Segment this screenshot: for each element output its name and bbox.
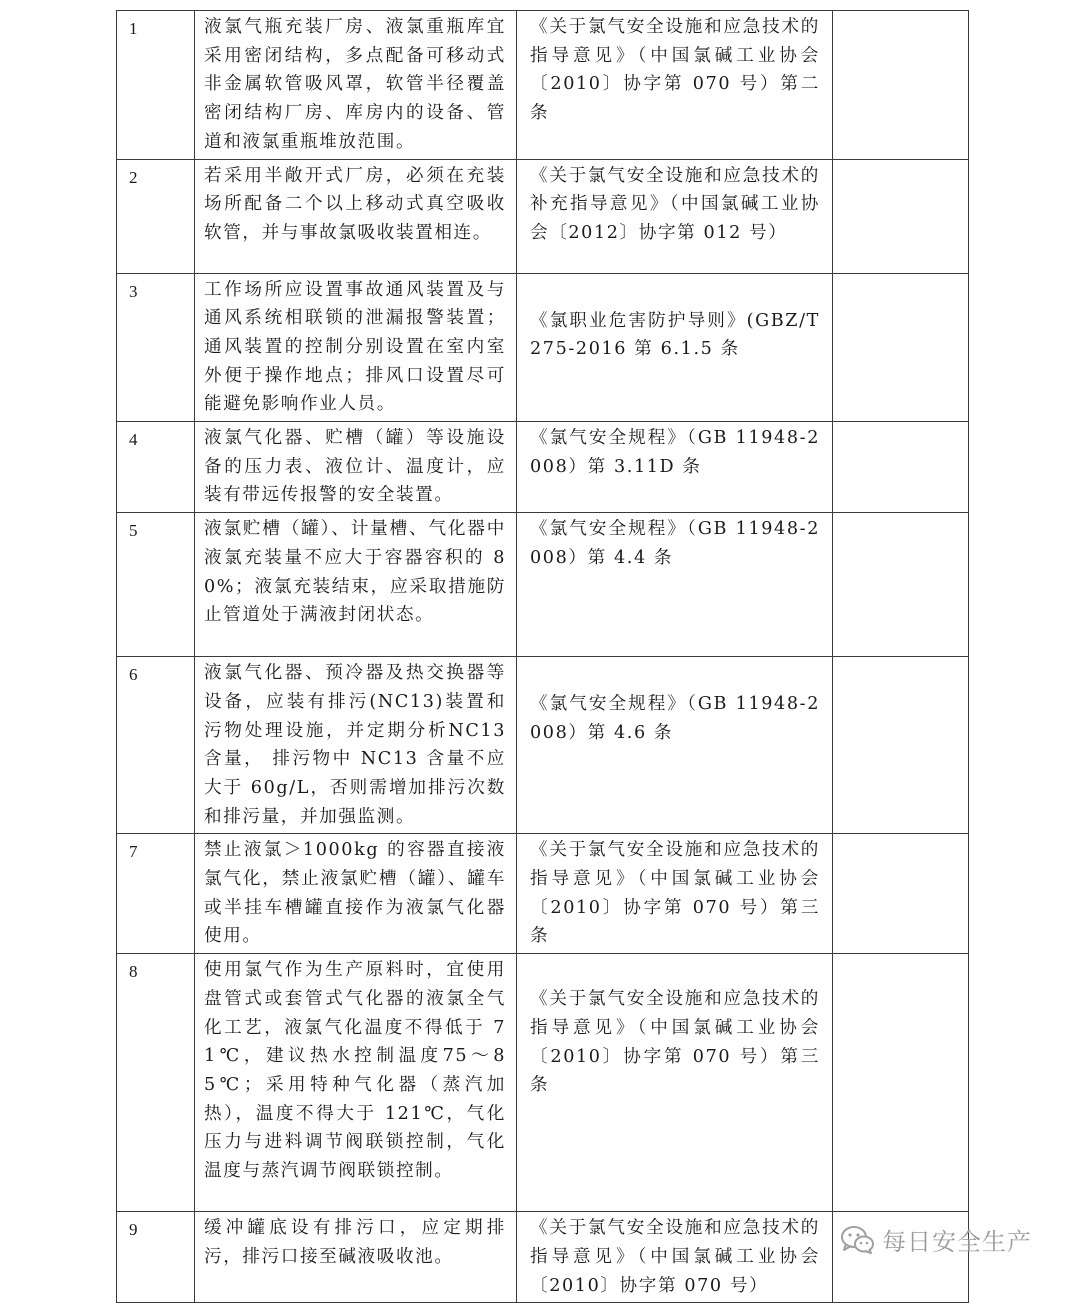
row-number: 3 — [129, 281, 138, 301]
requirement-cell — [195, 657, 517, 834]
reference-text: 《氯气安全规程》（GB 11948-2008）第 4.6 条 — [530, 694, 820, 743]
row-number-cell — [117, 422, 195, 513]
reference-text: 《关于氯气安全设施和应急技术的补充指导意见》（中国氯碱工业协会〔2012〕协字第 012 号） — [530, 165, 820, 243]
row-number: 5 — [129, 521, 138, 541]
table-row — [117, 954, 969, 1212]
requirement-text: 液氯气瓶充装厂房、液氯重瓶库宜采用密闭结构，多点配备可移动式非金属软管吸风罩，软管半径覆盖密闭结构厂房、库房内的设备、管道和液氯重瓶堆放范围。 — [204, 17, 506, 152]
requirement-cell — [195, 1212, 517, 1303]
reference-cell — [517, 657, 833, 834]
reference-text: 《关于氯气安全设施和应急技术的指导意见》（中国氯碱工业协会〔2010〕协字第 070 号）第三条 — [530, 840, 820, 947]
requirement-cell — [195, 159, 517, 273]
reference-cell — [517, 273, 833, 422]
reference-text: 《氯气安全规程》（GB 11948-2008）第 4.4 条 — [530, 519, 820, 568]
requirement-text: 缓冲罐底设有排污口，应定期排污，排污口接至碱液吸收池。 — [204, 1218, 506, 1267]
reference-cell — [517, 834, 833, 954]
table-row — [117, 1212, 969, 1303]
requirement-cell — [195, 422, 517, 513]
requirement-text: 工作场所应设置事故通风装置及与通风系统相联锁的泄漏报警装置；通风装置的控制分别设置在室内室外便于操作地点；排风口设置尽可能避免影响作业人员。 — [204, 279, 506, 415]
requirement-text: 禁止液氯＞1000kg 的容器直接液氯气化，禁止液氯贮槽（罐）、罐车或半挂车槽罐直接作为液氯气化器使用。 — [204, 840, 506, 947]
row-number: 8 — [129, 962, 138, 982]
requirement-text: 液氯贮槽（罐）、计量槽、气化器中液氯充装量不应大于容器容积的 80%；液氯充装结束，应采取措施防止管道处于满液封闭状态。 — [204, 519, 506, 626]
requirement-cell — [195, 834, 517, 954]
reference-text: 《关于氯气安全设施和应急技术的指导意见》（中国氯碱工业协会〔2010〕协字第 070 号）第三条 — [530, 989, 820, 1096]
reference-text: 《氯气安全规程》（GB 11948-2008）第 3.11D 条 — [530, 428, 820, 477]
row-number: 1 — [129, 19, 138, 38]
row-number-cell — [117, 1212, 195, 1303]
row-number-cell — [117, 273, 195, 422]
requirement-text: 若采用半敞开式厂房，必须在充装场所配备二个以上移动式真空吸收软管，并与事故氯吸收装置相连。 — [204, 165, 506, 243]
note-cell — [833, 657, 969, 834]
table-row — [117, 422, 969, 513]
requirement-text: 液氯气化器、贮槽（罐）等设施设备的压力表、液位计、温度计，应装有带远传报警的安全装置。 — [204, 428, 506, 506]
row-number: 2 — [129, 167, 138, 187]
reference-text: 《氯职业危害防护导则》(GBZ/T 275-2016 第 6.1.5 条 — [530, 310, 820, 360]
requirement-cell — [195, 11, 517, 160]
table-row — [117, 513, 969, 657]
reference-cell — [517, 513, 833, 657]
note-cell — [833, 954, 969, 1212]
table-row — [117, 273, 969, 422]
row-number: 9 — [129, 1220, 138, 1240]
reference-cell — [517, 422, 833, 513]
table-row — [117, 11, 969, 160]
requirement-cell — [195, 273, 517, 422]
requirements-table — [116, 10, 969, 1303]
row-number: 6 — [129, 665, 138, 685]
note-cell — [833, 834, 969, 954]
note-cell — [833, 11, 969, 160]
reference-text: 《关于氯气安全设施和应急技术的指导意见》（中国氯碱工业协会〔2010〕协字第 070 号）第二条 — [530, 17, 820, 124]
requirement-cell — [195, 954, 517, 1212]
row-number-cell — [117, 11, 195, 160]
note-cell — [833, 273, 969, 422]
row-number-cell — [117, 657, 195, 834]
requirement-cell — [195, 513, 517, 657]
reference-cell — [517, 159, 833, 273]
requirement-text: 使用氯气作为生产原料时，宜使用盘管式或套管式气化器的液氯全气化工艺，液氯气化温度不得低于 71℃，建议热水控制温度75～85℃；采用特种气化器（蒸汽加热），温度不得大于 121℃，气化压力与进料调节阀联锁控制，气化温度与蒸汽调节阀联锁控制。 — [204, 960, 506, 1182]
note-cell — [833, 159, 969, 273]
reference-cell — [517, 954, 833, 1212]
row-number: 4 — [129, 430, 138, 450]
table-row — [117, 159, 969, 273]
reference-cell — [517, 11, 833, 160]
row-number-cell — [117, 954, 195, 1212]
note-cell — [833, 422, 969, 513]
watermark-text: 每日安全生产 — [882, 1228, 1032, 1256]
row-number-cell — [117, 834, 195, 954]
table-row — [117, 657, 969, 834]
row-number: 7 — [129, 842, 138, 862]
note-cell — [833, 1212, 969, 1303]
table-row — [117, 834, 969, 954]
note-cell — [833, 513, 969, 657]
reference-text: 《关于氯气安全设施和应急技术的指导意见》（中国氯碱工业协会〔2010〕协字第 070 号） — [530, 1218, 820, 1296]
row-number-cell — [117, 513, 195, 657]
requirement-text: 液氯气化器、预冷器及热交换器等设备，应装有排污(NC13)装置和污物处理设施，并定期分析NC13 含量， 排污物中 NC13 含量不应大于 60g/L，否则需增加排污次数和排污量，并加强监测。 — [204, 663, 506, 827]
reference-cell — [517, 1212, 833, 1303]
row-number-cell — [117, 159, 195, 273]
